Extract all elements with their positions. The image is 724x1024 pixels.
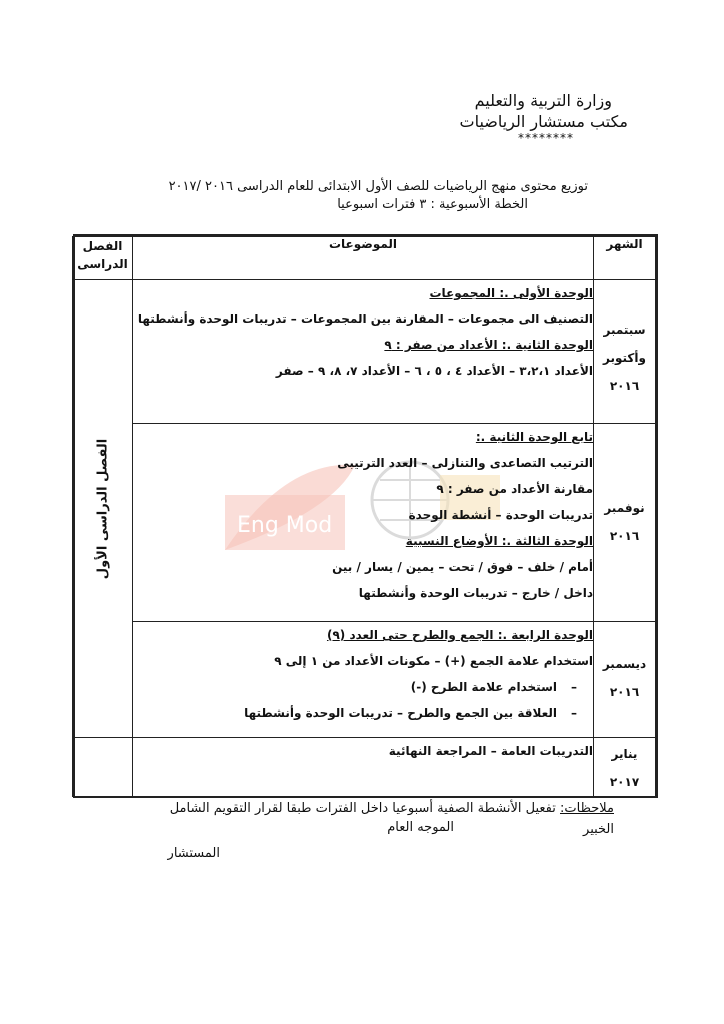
unit-heading: الوحدة الأولى .: المجموعات (429, 286, 593, 300)
month-name: يناير (611, 747, 638, 761)
semester-column-header: الفصل الدراسى (73, 237, 133, 280)
month-cell (594, 622, 656, 738)
topic-line: – العلاقة بين الجمع والطرح – تدريبات الوحدة وأنشطتها (133, 700, 593, 726)
topic-line: تدريبات الوحدة – أنشطة الوحدة (408, 508, 593, 522)
topic-line: التصنيف الى مجموعات – المقارنة بين المجموعات – تدريبات الوحدة وأنشطتها (137, 312, 593, 326)
topic-line: الترتيب التصاعدى والتنازلى – العدد الترتيبى (337, 456, 593, 470)
unit-heading: تابع الوحدة الثانية .: (475, 430, 593, 444)
month-name: نوفمبر (604, 501, 645, 515)
unit-heading: الوحدة الثالثة .: الأوضاع النسبية (405, 534, 593, 548)
month-name: وأكتوبر (603, 351, 646, 365)
month-year: ٢٠١٧ (609, 775, 640, 789)
notes-text: تفعيل الأنشطة الصفية أسبوعيا داخل الفترات طبقا لقرار التقويم الشامل (169, 801, 560, 816)
topic-line: التدريبات العامة – المراجعة النهائية (388, 744, 593, 758)
month-year: ٢٠١٦ (609, 685, 640, 699)
signature-supervisor: الموجه العام (387, 820, 454, 835)
table-row (73, 738, 656, 797)
table-row (73, 280, 656, 424)
topic-line: الأعداد ٣،٢،١ – الأعداد ٤ ، ٥ ، ٦ – الأعداد ٧، ٨، ٩ – صفر (275, 364, 593, 378)
document-header (459, 90, 628, 145)
topic-line: داخل / خارج – تدريبات الوحدة وأنشطتها (358, 586, 593, 600)
signature-expert: الخبير (583, 822, 614, 837)
table-row (73, 622, 656, 738)
office-name: مكتب مستشار الرياضيات (459, 112, 628, 131)
document-subtitle: الخطة الأسبوعية : ٣ فترات اسبوعيا (337, 197, 528, 212)
topic-line: – استخدام علامة الطرح (-) (133, 674, 593, 700)
unit-heading: الوحدة الرابعة .: الجمع والطرح حتى العدد (٩) (326, 628, 593, 642)
month-name: ديسمبر (602, 657, 647, 671)
semester-label: الفصل الدراسى الأول (95, 438, 110, 579)
topics-cell (133, 424, 594, 622)
table-row (73, 424, 656, 622)
topic-line: استخدام علامة الجمع (+) – مكونات الأعداد من ١ إلى ٩ (274, 654, 593, 668)
month-name: سبتمبر (603, 323, 646, 337)
topic-line: أمام / خلف – فوق / تحت – يمين / يسار / بين (332, 560, 593, 574)
unit-heading: الوحدة الثانية .: الأعداد من صفر : ٩ (384, 338, 593, 352)
svg-text:Eng Mod: Eng Mod (237, 513, 333, 538)
month-cell (594, 280, 656, 424)
month-year: ٢٠١٦ (609, 529, 640, 543)
topic-line: مقارنة الأعداد من صفر : ٩ (436, 482, 593, 496)
semester-cell-empty (73, 738, 133, 797)
topics-cell (133, 280, 594, 424)
semester-cell (73, 280, 133, 738)
document-titles (169, 178, 588, 214)
month-column-header: الشهر (594, 237, 656, 280)
topics-cell (133, 738, 594, 797)
signature-advisor: المستشار (167, 846, 220, 861)
month-cell (594, 738, 656, 797)
ministry-name: وزارة التربية والتعليم (474, 91, 612, 110)
month-cell (594, 424, 656, 622)
topics-column-header: الموضوعات (133, 237, 594, 280)
header-stars: ******** (518, 131, 574, 145)
curriculum-table (73, 234, 658, 798)
notes (170, 799, 614, 819)
topics-cell (133, 622, 594, 738)
notes-label: ملاحظات: (560, 801, 614, 816)
table-header-row (73, 237, 656, 280)
month-year: ٢٠١٦ (609, 379, 640, 393)
document-title: توزيع محتوى منهج الرياضيات للصف الأول الابتدائى للعام الدراسى ٢٠١٦ /٢٠١٧ (168, 179, 588, 194)
